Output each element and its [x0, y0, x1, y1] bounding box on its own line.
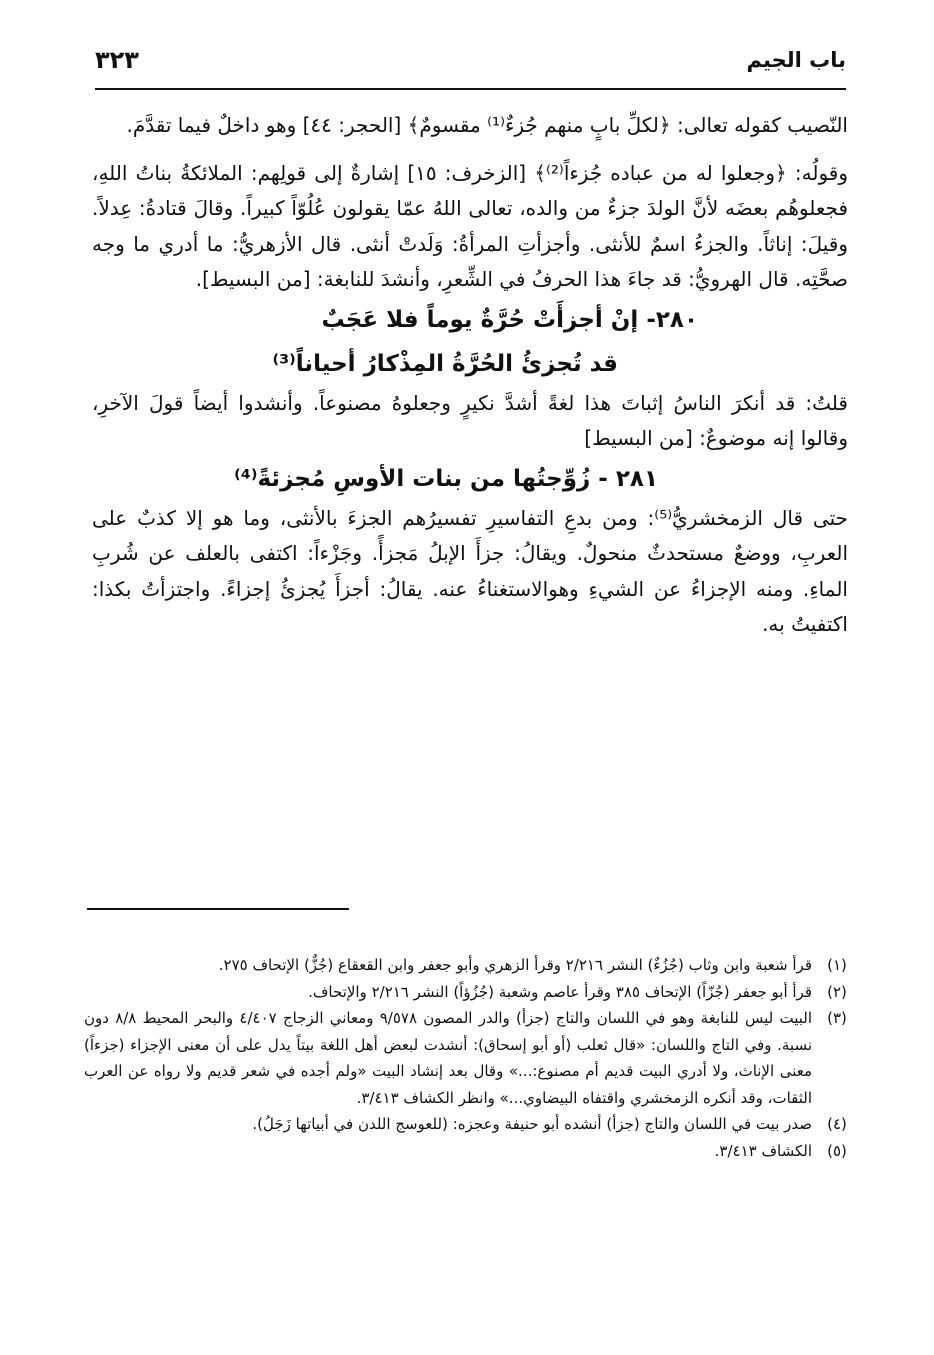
footnote-number: (٤) — [827, 1115, 847, 1133]
header-rule — [95, 88, 846, 90]
footnote-text: البيت ليس للنابغة وهو في اللسان والتاج (جزأ) والدر المصون ٩/٥٧٨ ومعاني الزجاج ٤/٤٠٧ والبحر المحيط ٨/٨ دون نسبة. وفي التاج واللسان: «قال ثعلب (أو أبو إسحاق): أنشدت لبعض أهل اللغة بيتاً يدل على أن معنى الإجزاء (جزءاً) معنى الإناث، ولا أدري البيت قديم أم مصنوع:...» وقال بعد إنشاد البيت «ولم أجده في شعر قديم ولا رواه عن العرب الثقات، وقد أنكره الزمخشري واقتفاه البيضاوي...» وانظر الكشاف ٣/٤١٣. — [84, 1009, 812, 1107]
page-number: ٣٢٣ — [95, 46, 139, 74]
verse-281: ٢٨١ - زُوِّجتُها من بنات الأوسِ مُجزئةً⁽⁴⁾ — [234, 465, 658, 492]
footnotes — [84, 952, 852, 1164]
footnote — [84, 1111, 852, 1138]
footnote-number: (٥) — [827, 1141, 847, 1160]
paragraph: وقولُه: ﴿وجعلوا له من عباده جُزءاً⁽²⁾﴾ [الزخرف: ١٥] إشارةٌ إلى قولِهم: الملائكةُ بناتُ اللهِ، فجعلوهُم بعضَه لأنَّ الولدَ جزءٌ من والده، تعالى اللهُ عمّا يقولون عُلُوّاً كبيراً. وقالَ قتادةُ: عِدلاً. وقيلَ: إناثاً. والجزءُ اسمٌ للأنثى. وأجزأتِ المرأةُ: وَلَدتْ أنثى. قال الأزهريُّ: ما أدري ما وجه صحَّتِه. قال الهرويُّ: قد جاءَ هذا الحرفُ في الشِّعرِ، وأنشدَ للنابغة: [من البسيط]. — [92, 160, 849, 291]
running-header — [95, 38, 846, 82]
verse-280-second-hemistich: قد تُجزئُ الحُرَّةُ المِذْكارُ أحياناً⁽³⁾ — [272, 350, 618, 377]
footnote-text: قرأ شعبة وابن وثاب (جُزُءٌ) النشر ٢/٢١٦ وقرأ الزهري وأبو جعفر وابن القعقاع (جُزٌّ) الإتحاف ٢٧٥. — [218, 956, 812, 974]
paragraph: النّصيب كقوله تعالى: ﴿لكلِّ بابٍ منهم جُزءٌ⁽¹⁾ مقسومٌ﴾ [الحجر: ٤٤] وهو داخلٌ فيما تقدَّمَ. — [126, 113, 848, 137]
footnote-text: قرأ أبو جعفر (جُزّاً) الإتحاف ٣٨٥ وقرأ عاصم وشعبة (جُزُؤاً) النشر ٢/٢١٦ والإتحاف. — [308, 982, 812, 1001]
paragraph: قلتُ: قد أنكرَ الناسُ إثباتَ هذا لغةً أشدَّ نكيرٍ وجعلوهُ مصنوعاً. وأنشدوا أيضاً قولَ الآخرِ، وقالوا إنه موضوعٌ: [من البسيط] — [92, 390, 848, 450]
footnote-text: الكشاف ٣/٤١٣. — [714, 1141, 812, 1160]
footnote-number: (١) — [827, 956, 847, 974]
verse-280-first-hemistich: ٢٨٠- إنْ أجزأَتْ حُرَّةٌ يوماً فلا عَجَبٌ — [321, 306, 698, 333]
paragraph: حتى قال الزمخشريُّ⁽⁵⁾: ومن بدعِ التفاسيرِ تفسيرُهم الجزءَ بالأنثى، وما هو إلا كذبٌ على العربِ، ووضعٌ مستحدثٌ منحولٌ. ويقالُ: جزأَ الإبلُ مَجزأً. وجَزْءاً: اكتفى بالعلف عن شُربِ الماءِ. ومنه الإجزاءُ عن الشيءِ وهوالاستغناءُ عنه. يقالُ: أجزأَ يُجزئُ إجزاءً. واجتزأتُ بكذا: اكتفيتُ به. — [92, 505, 848, 636]
footnote-text: صدر بيت في اللسان والتاج (جزأ) أنشده أبو حنيفة وعجزه: (للعوسج اللدن في أبياتها زَجَلُ). — [252, 1115, 812, 1133]
footnote-number: (٢) — [827, 982, 847, 1001]
footnote — [84, 979, 852, 1006]
chapter-title: باب الجيم — [746, 48, 846, 72]
footnote — [84, 1005, 852, 1111]
footnote-number: (٣) — [827, 1009, 847, 1027]
footnote — [84, 952, 852, 979]
footnote-rule — [87, 908, 349, 910]
footnote — [84, 1138, 852, 1165]
main-text — [92, 108, 848, 643]
